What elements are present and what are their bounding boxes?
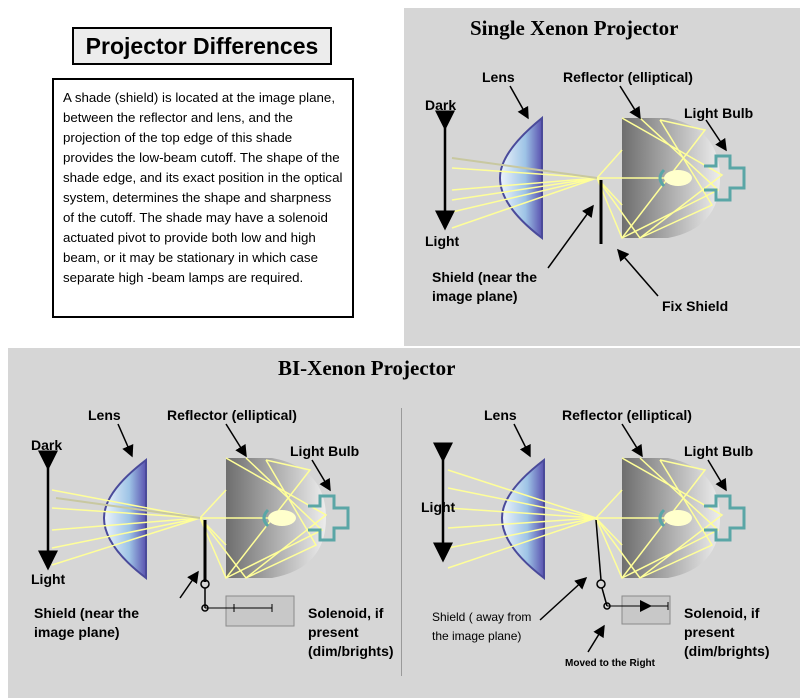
lens-pointer (510, 86, 528, 118)
single-shield-label: Shield (near the image plane) (432, 269, 538, 304)
single-bulb-label: Light Bulb (684, 105, 754, 121)
single-light-label: Light (425, 233, 460, 249)
bi-right-bulb-glow (664, 510, 692, 526)
bi-left-lens (104, 460, 146, 578)
bi-left-light-label: Light (31, 571, 66, 587)
single-dark-label: Dark (425, 97, 457, 113)
bi-right-solenoid-label: Solenoid, if present (dim/brights) (684, 605, 770, 659)
bi-right-shield-label: Shield ( away from the image plane) (432, 610, 532, 643)
bi-left-bulb-glow (268, 510, 296, 526)
bi-right-pivot (597, 580, 605, 588)
single-lens (500, 118, 542, 238)
bi-xenon-title: BI-Xenon Projector (278, 356, 456, 380)
bi-right-moved-pointer (588, 626, 604, 652)
bi-left-shield-pointer (180, 572, 198, 598)
bi-right-lens-pointer (514, 424, 530, 456)
bi-left-dark-label: Dark (31, 437, 63, 453)
bi-left-reflector-label: Reflector (elliptical) (167, 407, 297, 423)
bi-right-reflector-label: Reflector (elliptical) (562, 407, 692, 423)
single-reflector-label: Reflector (elliptical) (563, 69, 693, 85)
description-text: A shade (shield) is located at the image plane, between the reflector and lens, and the projection of the top edge of this shade provides the low-beam cutoff. The shape of the shade edge, and its exact position in the optical system, determines the shape and sharpness of the cutoff. The shade may have a solenoid actuated pivot to provide both low and high beam, or it may be stationary in which case separate high -beam lamps are required. (63, 90, 343, 285)
bi-right-reflector-pointer (622, 424, 642, 456)
page-title: Projector Differences (85, 33, 319, 59)
bi-right-light-label: Light (421, 499, 456, 515)
bi-right-shield-pointer (540, 578, 586, 620)
bi-left-shield-label: Shield (near the image plane) (34, 605, 140, 640)
fix-shield-label: Fix Shield (662, 298, 729, 314)
bi-left-solenoid-body (226, 596, 294, 626)
bi-right-lens-label: Lens (484, 407, 517, 423)
bi-left-solenoid-label: Solenoid, if present (dim/brights) (308, 605, 394, 659)
bi-left-lens-pointer (118, 424, 132, 456)
bi-right-bulb-label: Light Bulb (684, 443, 754, 459)
shield-pointer (548, 206, 593, 268)
fix-shield-pointer (618, 250, 658, 296)
reflector-pointer (620, 86, 640, 118)
bi-right-solenoid-body (622, 596, 670, 624)
single-xenon-title: Single Xenon Projector (470, 16, 679, 40)
bi-left-bulb-label: Light Bulb (290, 443, 360, 459)
bi-left-reflector-pointer (226, 424, 246, 456)
single-lens-label: Lens (482, 69, 515, 85)
moved-right-label: Moved to the Right (565, 658, 655, 669)
single-bulb-glow (664, 170, 692, 186)
bi-right-lens (502, 460, 544, 578)
bi-left-lens-label: Lens (88, 407, 121, 423)
